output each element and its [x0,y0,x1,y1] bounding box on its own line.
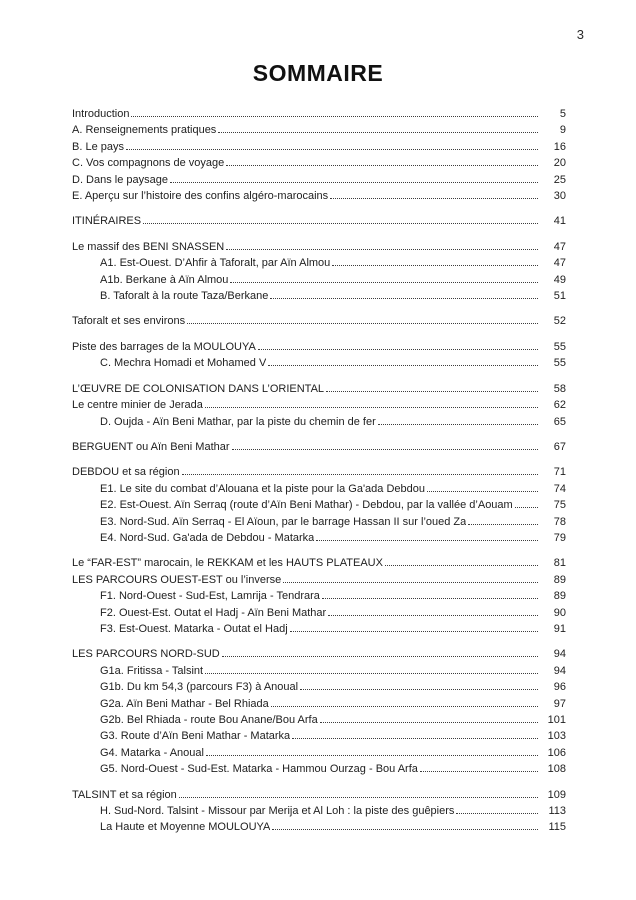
toc-entry-page: 96 [553,681,566,694]
toc-entry-page: 94 [553,664,566,677]
page-title: SOMMAIRE [252,60,384,86]
toc-entry [72,787,566,803]
toc-entry-label: TALSINT et sa région [72,788,177,801]
toc-entry [72,497,566,513]
toc-dot-leader [170,174,538,183]
toc-entry [72,621,566,637]
toc-entry-label: B. Taforalt à la route Taza/Berkane [100,290,269,303]
toc-entry-label: F3. Est-Ouest. Matarka - Outat el Hadj [100,622,288,635]
toc-entry [72,188,566,204]
toc-entry-label: G2a. Aïn Beni Mathar - Bel Rhiada [100,697,269,710]
toc-dot-leader [456,805,538,814]
toc-entry-page: 81 [553,557,566,570]
toc-dot-leader [316,532,538,541]
toc-entry-page: 16 [553,140,566,153]
toc-group [72,239,566,305]
toc-entry-page: 113 [548,805,566,818]
toc-entry-label: G5. Nord-Ouest - Sud-Est. Matarka - Hammou Ourzag - Bou Arfa [100,763,418,776]
toc-entry-label: F2. Ouest-Est. Outat el Hadj - Aïn Beni Mathar [100,606,327,619]
toc-entry-label: G3. Route d’Aïn Beni Mathar - Matarka [100,730,291,743]
toc-entry [72,605,566,621]
toc-dot-leader [290,623,538,632]
toc-entry-page: 74 [553,482,566,495]
toc-dot-leader [126,141,538,150]
toc-entry [72,712,566,728]
toc-entry [72,239,566,255]
toc-group [72,339,566,372]
toc-dot-leader [427,483,538,492]
toc-dot-leader [271,698,538,707]
toc-entry-page: 101 [547,714,566,726]
toc-entry-label: Le “FAR-EST” marocain, le REKKAM et les HAUTS PLATEAUX [72,557,383,570]
toc-dot-leader [205,399,538,408]
toc-entry [72,155,566,171]
toc-entry-page: 51 [553,290,566,303]
toc-entry-label: C. Vos compagnons de voyage [72,157,225,170]
toc-entry-page: 91 [553,622,566,635]
toc-entry-page: 52 [553,315,566,328]
toc-entry [72,696,566,712]
toc-entry-page: 79 [553,531,566,544]
toc-dot-leader [300,681,538,690]
toc-entry-page: 5 [559,108,566,120]
toc-dot-leader [320,714,538,723]
toc-dot-leader [206,747,538,756]
toc-entry [72,313,566,329]
toc-dot-leader [268,357,538,366]
toc-entry [72,679,566,695]
toc-entry-label: B. Le pays [72,140,124,153]
toc-dot-leader [330,190,538,199]
toc-entry-label: C. Mechra Homadi et Mohamed V [100,357,267,370]
toc-group [72,106,566,204]
toc-entry [72,588,566,604]
toc-dot-leader [283,574,538,583]
toc-group [72,313,566,329]
toc-group [72,381,566,430]
toc-entry-page: 89 [553,573,566,586]
toc-entry [72,745,566,761]
toc-entry-label: Le massif des BENI SNASSEN [72,240,225,253]
toc-entry-page: 75 [553,499,566,512]
toc-dot-leader [222,648,538,657]
toc-dot-leader [258,341,538,350]
toc-entry [72,381,566,397]
toc-entry-page: 97 [553,697,566,710]
toc-entry-label: G1a. Fritissa - Talsint [100,664,204,677]
toc-entry [72,414,566,430]
toc-entry [72,122,566,138]
toc-entry [72,255,566,271]
toc-entry [72,172,566,188]
toc-entry [72,572,566,588]
toc-dot-leader [187,316,538,325]
toc-entry [72,139,566,155]
toc-entry-label: Introduction [72,108,130,120]
toc-entry [72,272,566,288]
toc-dot-leader [218,125,538,134]
page-number: 3 [576,27,584,42]
toc-dot-leader [322,590,538,599]
toc-entry-page: 65 [553,415,566,428]
toc-entry [72,819,566,835]
toc-entry-label: A1b. Berkane à Aïn Almou [100,273,229,286]
toc-entry-page: 55 [553,340,566,353]
toc-entry-label: E. Aperçu sur l’histoire des confins algéro-marocains [72,190,329,203]
toc-entry-page: 9 [559,124,566,137]
toc-entry-label: DEBDOU et sa région [72,466,180,479]
toc-entry [72,397,566,413]
toc-entry-page: 89 [553,590,566,603]
toc-entry-page: 41 [553,215,566,228]
toc-entry-page: 71 [553,466,566,479]
toc-entry-page: 49 [553,273,566,286]
toc-entry-page: 103 [547,730,566,743]
toc-entry-page: 20 [553,157,566,170]
toc-entry-label: BERGUENT ou Aïn Beni Mathar [72,440,230,453]
toc-dot-leader [378,416,538,425]
toc-entry-label: F1. Nord-Ouest - Sud-Est, Lamrija - Tendrara [100,590,320,603]
toc-entry-label: D. Dans le paysage [72,173,168,186]
toc-entry-page: 30 [553,190,566,203]
toc-entry-label: Taforalt et ses environs [72,315,186,328]
toc-entry [72,339,566,355]
toc-entry [72,555,566,571]
toc-dot-leader [326,383,538,392]
toc-dot-leader [143,216,538,225]
toc-entry [72,663,566,679]
toc-entry-label: Piste des barrages de la MOULOUYA [72,340,256,353]
toc-group [72,787,566,836]
toc-entry-page: 47 [553,257,566,270]
toc-entry-label: H. Sud-Nord. Talsint - Missour par Merija et Al Loh : la piste des guêpiers [100,805,455,818]
toc-entry-label: D. Oujda - Aïn Beni Mathar, par la piste du chemin de fer [100,415,376,428]
toc-entry-label: ITINÉRAIRES [72,215,142,228]
toc-dot-leader [131,108,538,117]
toc-dot-leader [468,516,538,525]
toc-dot-leader [328,607,538,616]
toc-entry [72,728,566,744]
toc-entry-page: 78 [553,515,566,528]
toc-entry [72,288,566,304]
toc-entry-label: E4. Nord-Sud. Ga'ada de Debdou - Matarka [100,531,315,544]
toc-entry-page: 62 [553,399,566,412]
toc-entry-label: E2. Est-Ouest. Aïn Serraq (route d’Aïn Beni Mathar) - Debdou, par la vallée d’Aouam [100,499,513,512]
toc-entry [72,481,566,497]
toc-group [72,213,566,229]
toc-entry-page: 67 [553,440,566,453]
toc-dot-leader [270,290,538,299]
toc-entry-page: 109 [547,788,566,801]
toc-entry-page: 55 [553,357,566,370]
toc-entry-label: G4. Matarka - Anoual [100,746,204,759]
toc-dot-leader [226,157,538,166]
toc-dot-leader [292,731,538,740]
toc-entry-label: Le centre minier de Jerada [72,399,203,412]
table-of-contents [72,106,566,845]
toc-entry-page: 106 [547,746,566,759]
toc-entry [72,464,566,480]
toc-entry [72,106,566,122]
toc-entry [72,514,566,530]
toc-entry [72,761,566,777]
toc-entry-page: 90 [553,606,566,619]
toc-entry [72,530,566,546]
toc-entry-label: LES PARCOURS OUEST-EST ou l’inverse [72,573,282,586]
toc-entry-label: A. Renseignements pratiques [72,124,217,137]
toc-entry [72,213,566,229]
toc-entry-page: 47 [553,240,566,253]
toc-entry-label: L’ŒUVRE DE COLONISATION DANS L’ORIENTAL [72,382,325,395]
toc-dot-leader [420,763,538,772]
toc-entry-label: G1b. Du km 54,3 (parcours F3) à Anoual [100,681,299,694]
toc-dot-leader [272,822,538,831]
toc-entry-label: La Haute et Moyenne MOULOUYA [100,821,271,834]
toc-dot-leader [226,241,538,250]
toc-entry-label: G2b. Bel Rhiada - route Bou Anane/Bou Arfa [100,714,318,726]
toc-entry-label: E3. Nord-Sud. Aïn Serraq - El Aïoun, par le barrage Hassan II sur l’oued Za [100,515,467,528]
toc-group [72,555,566,637]
toc-group [72,646,566,777]
toc-entry [72,803,566,819]
toc-entry [72,646,566,662]
toc-dot-leader [182,466,538,475]
toc-dot-leader [385,557,538,566]
toc-entry-page: 108 [547,763,566,776]
toc-dot-leader [332,257,538,266]
toc-group [72,439,566,455]
toc-entry [72,355,566,371]
toc-entry-page: 58 [553,382,566,395]
toc-entry-page: 25 [553,173,566,186]
toc-dot-leader [179,789,538,798]
toc-entry-label: A1. Est-Ouest. D’Ahfir à Taforalt, par Aïn Almou [100,257,331,270]
toc-entry [72,439,566,455]
toc-entry-label: LES PARCOURS NORD-SUD [72,648,220,661]
toc-entry-page: 115 [548,821,566,834]
toc-dot-leader [230,274,538,283]
toc-entry-page: 94 [553,648,566,661]
toc-group [72,464,566,546]
toc-entry-label: E1. Le site du combat d’Alouana et la piste pour la Ga'ada Debdou [100,482,425,495]
toc-dot-leader [232,441,538,450]
toc-dot-leader [515,499,538,508]
toc-dot-leader [205,665,538,674]
